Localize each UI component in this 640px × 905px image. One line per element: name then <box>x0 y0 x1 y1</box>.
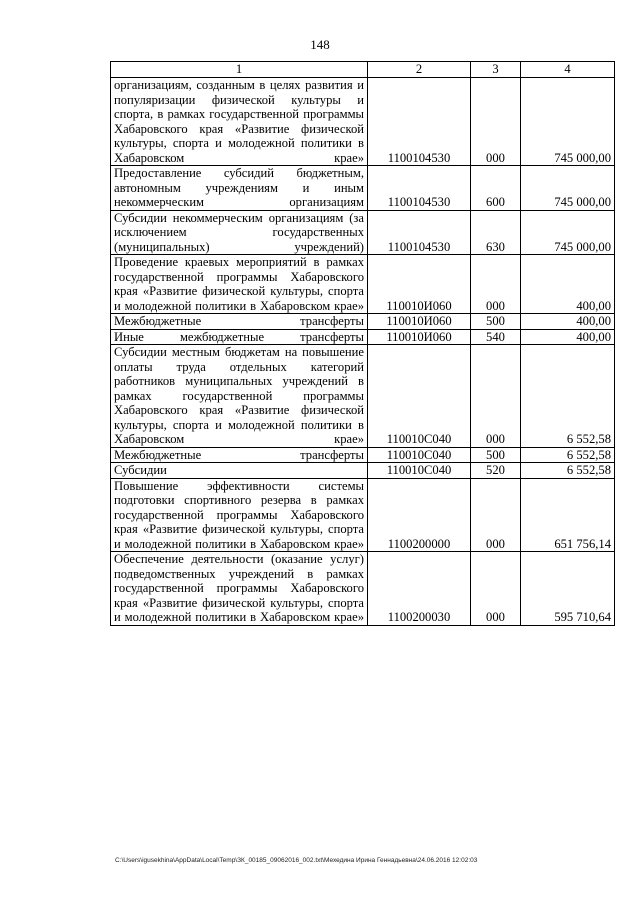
row-name: Субсидии <box>111 463 368 479</box>
row-type: 000 <box>471 255 521 314</box>
table-row <box>111 447 615 463</box>
table-row <box>111 210 615 255</box>
row-code: 110010С040 <box>368 463 471 479</box>
header-col-3: 3 <box>471 62 521 78</box>
budget-table <box>110 61 615 626</box>
row-code: 1100200030 <box>368 552 471 626</box>
row-name: Предоставление субсидий бюджетным, автономным учреждениям и иным некоммерческим организациям <box>111 166 368 211</box>
table-row <box>111 255 615 314</box>
table-row <box>111 166 615 211</box>
row-amount: 6 552,58 <box>521 447 615 463</box>
row-type: 000 <box>471 345 521 448</box>
row-amount: 400,00 <box>521 329 615 345</box>
file-path-footer: C:\Users\igusekhina\AppData\Local\Temp\ЗК_00185_09062016_002.txt\Мехедина Ирина Геннадьевна\24.06.2016 12:02:03 <box>115 857 478 864</box>
row-code: 1100104530 <box>368 78 471 166</box>
row-amount: 400,00 <box>521 255 615 314</box>
table-row <box>111 329 615 345</box>
table-row <box>111 314 615 330</box>
row-amount: 745 000,00 <box>521 166 615 211</box>
row-code: 110010И060 <box>368 329 471 345</box>
row-name: Межбюджетные трансферты <box>111 314 368 330</box>
row-name: Повышение эффективности системы подготовки спортивного резерва в рамках государственной программы Хабаровского края «Развитие физической культуры, спорта и молодежной политики в Хабаровском крае» <box>111 478 368 552</box>
row-name: Проведение краевых мероприятий в рамках государственной программы Хабаровского края «Развитие физической культуры, спорта и молодежной политики в Хабаровском крае» <box>111 255 368 314</box>
row-type: 630 <box>471 210 521 255</box>
row-amount: 400,00 <box>521 314 615 330</box>
row-code: 110010И060 <box>368 314 471 330</box>
row-name: организациям, созданным в целях развития и популяризации физической культуры и спорта, в рамках государственной программы Хабаровского края «Развитие физической культуры, спорта и молодежной политики в Хабаровском крае» <box>111 78 368 166</box>
row-name: Межбюджетные трансферты <box>111 447 368 463</box>
table-row <box>111 345 615 448</box>
row-code: 1100104530 <box>368 166 471 211</box>
row-type: 000 <box>471 552 521 626</box>
row-amount: 6 552,58 <box>521 463 615 479</box>
table-row <box>111 478 615 552</box>
table-header-row <box>111 62 615 78</box>
row-code: 1100104530 <box>368 210 471 255</box>
header-col-1: 1 <box>111 62 368 78</box>
row-name: Иные межбюджетные трансферты <box>111 329 368 345</box>
row-code: 1100200000 <box>368 478 471 552</box>
row-code: 110010С040 <box>368 447 471 463</box>
row-code: 110010С040 <box>368 345 471 448</box>
row-amount: 651 756,14 <box>521 478 615 552</box>
row-type: 600 <box>471 166 521 211</box>
header-col-2: 2 <box>368 62 471 78</box>
row-name: Обеспечение деятельности (оказание услуг) подведомственных учреждений в рамках государственной программы Хабаровского края «Развитие физической культуры, спорта и молодежной политики в Хабаровском крае» <box>111 552 368 626</box>
row-type: 540 <box>471 329 521 345</box>
row-type: 000 <box>471 78 521 166</box>
row-type: 500 <box>471 447 521 463</box>
row-name: Субсидии некоммерческим организациям (за исключением государственных (муниципальных) учреждений) <box>111 210 368 255</box>
row-amount: 6 552,58 <box>521 345 615 448</box>
row-amount: 745 000,00 <box>521 78 615 166</box>
header-col-4: 4 <box>521 62 615 78</box>
row-name: Субсидии местным бюджетам на повышение оплаты труда отдельных категорий работников муниципальных учреждений в рамках государственной программы Хабаровского края «Развитие физической культуры, спорта и молодежной политики в Хабаровском крае» <box>111 345 368 448</box>
row-amount: 595 710,64 <box>521 552 615 626</box>
row-type: 000 <box>471 478 521 552</box>
table-row <box>111 78 615 166</box>
table-row <box>111 463 615 479</box>
row-type: 520 <box>471 463 521 479</box>
page-number: 148 <box>310 37 330 52</box>
table-row <box>111 552 615 626</box>
row-type: 500 <box>471 314 521 330</box>
row-code: 110010И060 <box>368 255 471 314</box>
row-amount: 745 000,00 <box>521 210 615 255</box>
